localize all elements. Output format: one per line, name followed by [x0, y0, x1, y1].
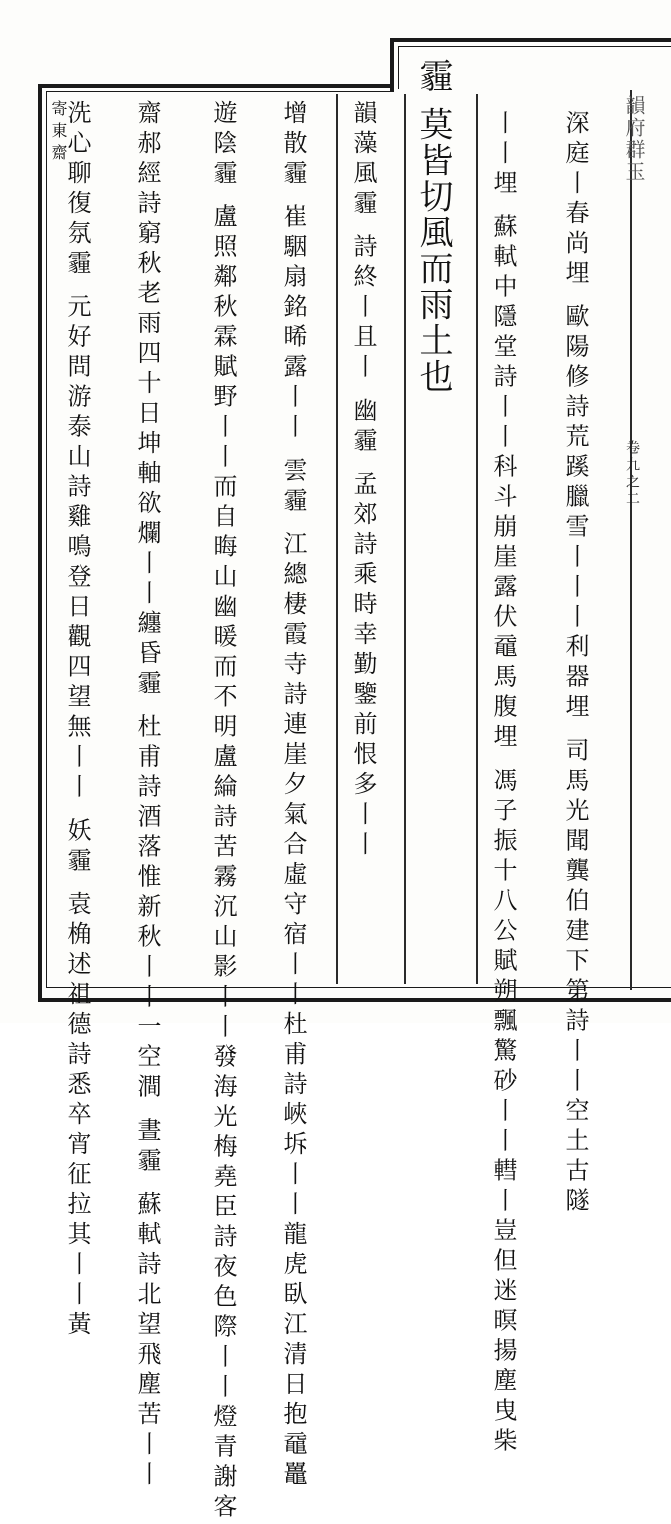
- text-column: 丨丨埋 蘇軾中隱堂詩丨丨科斗崩崖露伏黿馬腹埋 馮子振十八公賦朔飄驚砂丨丨轊丨豈但迷暝揚塵曳柴: [489, 110, 517, 1458]
- column-rule: [404, 94, 406, 984]
- text-column: 韻藻風霾 詩終丨且丨 幽霾 孟郊詩乘時幸勤鑒前恨多丨丨: [349, 100, 377, 861]
- running-title: 韻府群玉: [622, 95, 646, 183]
- column-rule: [336, 94, 338, 984]
- volume-label: 卷九之二: [624, 440, 640, 508]
- headword-entry: 霾 莫皆切風而雨土也: [413, 58, 453, 395]
- text-column: 遊陰霾 盧照鄰秋霖賦野丨丨而自晦山幽暖而不明盧綸詩苦霧沉山影丨丨發海光梅堯臣詩夜色際丨丨燈青謝客: [209, 100, 237, 1524]
- text-column: 寄東齋: [49, 100, 68, 166]
- text-column: 洗心聊復氛霾 元好問游泰山詩雞鳴登日觀四望無丨丨 妖霾 袁桷述祖德詩悉卒宵征拉其丨丨黃: [63, 100, 91, 1341]
- text-column: 深庭丨春尚埋 歐陽修詩荒蹊臘雪丨丨丨利器埋 司馬光聞龔伯建下第詩丨丨空土古隧: [561, 110, 589, 1218]
- column-rule: [476, 94, 478, 984]
- text-column: 增散霾 崔駰扇銘晞露丨丨 雲霾 江總棲霞寺詩連崖夕氣合虛守宿丨丨杜甫詩峽坼丨丨龍虎臥江清日抱黿鼉: [279, 100, 307, 1491]
- text-column: 齋郝經詩窮秋老雨四十日坤軸欲爛丨丨纏昏霾 杜甫詩酒落惟新秋丨丨一空澗 晝霾 蘇軾詩北望飛塵苦丨丨: [133, 100, 161, 1491]
